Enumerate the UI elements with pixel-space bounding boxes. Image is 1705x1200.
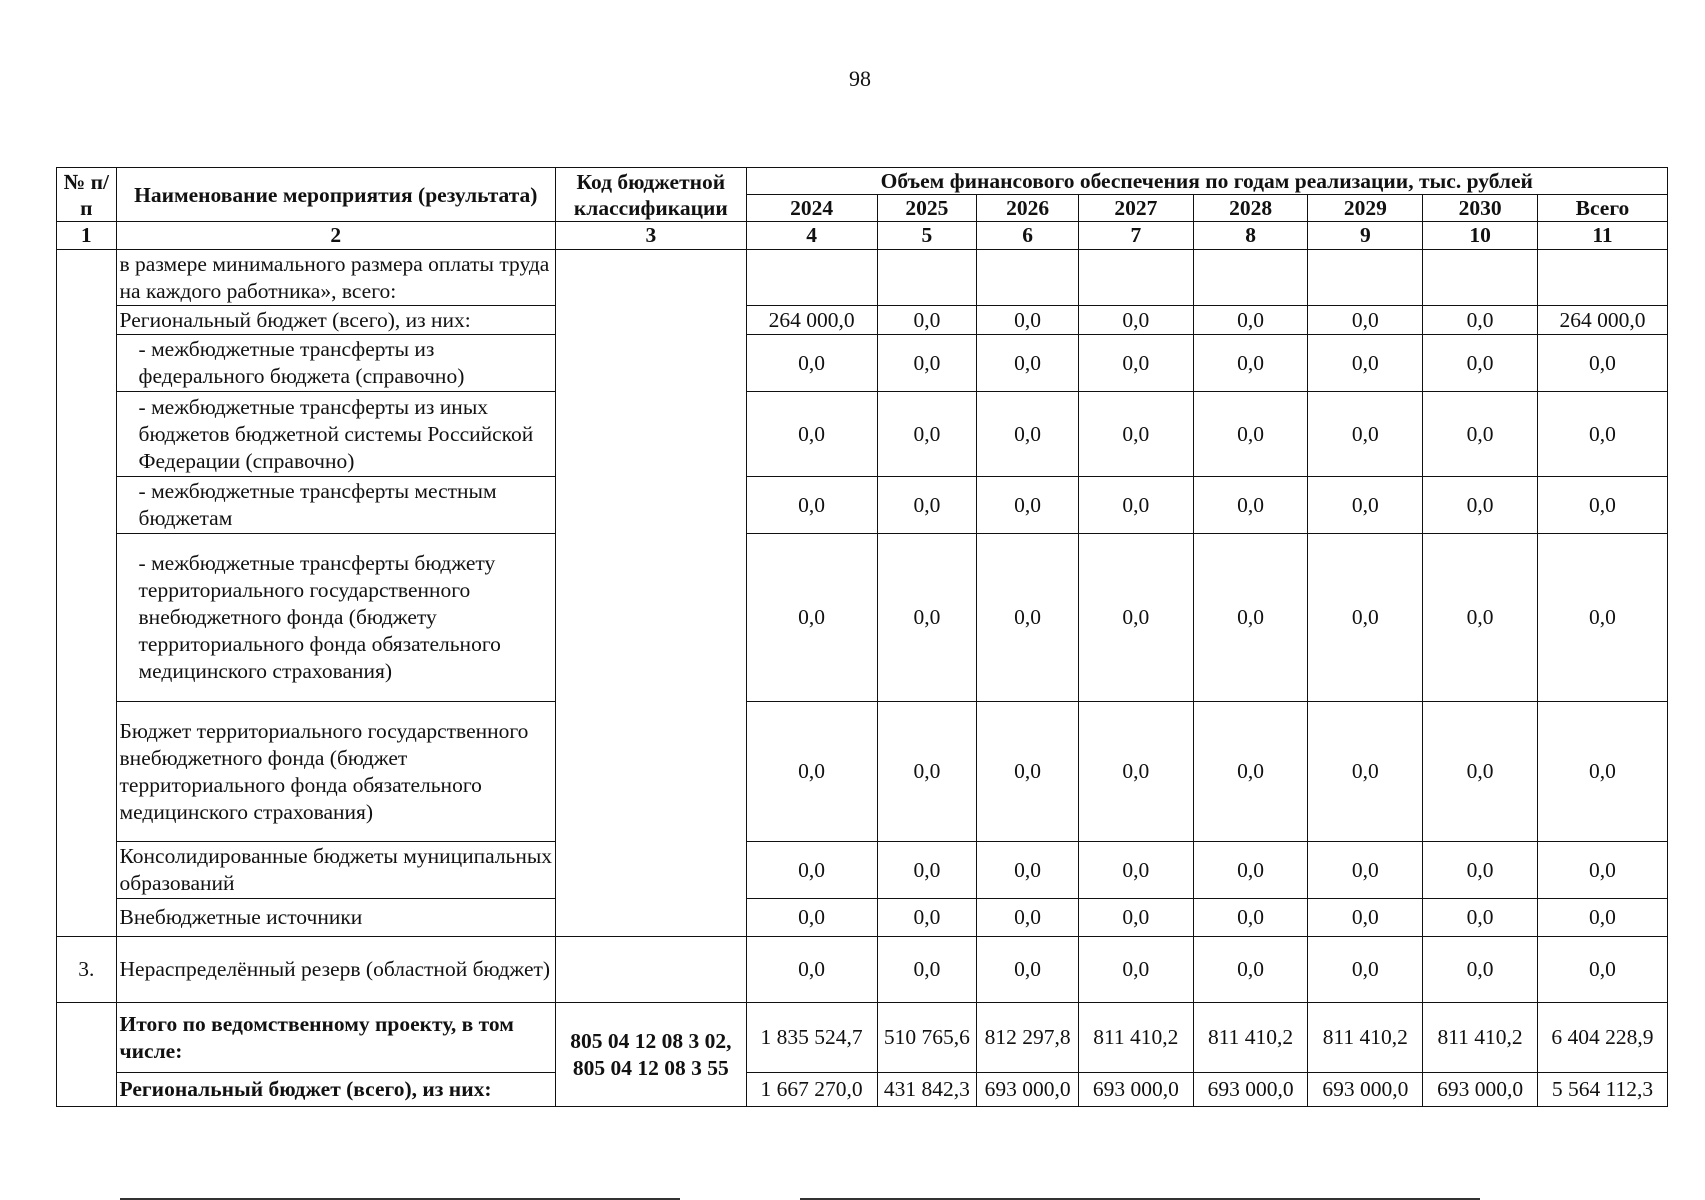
header-name: Наименование мероприятия (результата) bbox=[116, 168, 556, 222]
header-volume: Объем финансового обеспечения по годам реализации, тыс. рублей bbox=[746, 168, 1667, 195]
value-cell: 264 000,0 bbox=[1537, 306, 1667, 335]
reserve-row bbox=[57, 937, 1668, 1003]
column-index-row bbox=[57, 222, 1668, 250]
value-cell: 0,0 bbox=[746, 477, 877, 534]
total-name: Итого по ведомственному проекту, в том числе: bbox=[116, 1003, 556, 1073]
value-cell bbox=[1078, 250, 1193, 306]
column-index: 6 bbox=[977, 222, 1079, 250]
value-cell: 0,0 bbox=[1308, 842, 1423, 899]
value-cell: 0,0 bbox=[1423, 477, 1538, 534]
value-cell: 0,0 bbox=[877, 477, 977, 534]
column-index: 9 bbox=[1308, 222, 1423, 250]
header-year: 2029 bbox=[1308, 195, 1423, 222]
value-cell: 0,0 bbox=[877, 899, 977, 937]
value-cell: 0,0 bbox=[1423, 899, 1538, 937]
row-name: Региональный бюджет (всего), из них: bbox=[116, 306, 556, 335]
value-cell: 0,0 bbox=[1308, 899, 1423, 937]
value-cell: 6 404 228,9 bbox=[1537, 1003, 1667, 1073]
value-cell: 0,0 bbox=[1308, 335, 1423, 392]
header-year: 2024 bbox=[746, 195, 877, 222]
value-cell: 510 765,6 bbox=[877, 1003, 977, 1073]
value-cell: 693 000,0 bbox=[1423, 1073, 1538, 1107]
value-cell: 264 000,0 bbox=[746, 306, 877, 335]
column-index: 1 bbox=[57, 222, 117, 250]
table-row bbox=[57, 250, 1668, 306]
value-cell: 0,0 bbox=[877, 702, 977, 842]
value-cell: 0,0 bbox=[1193, 899, 1308, 937]
value-cell: 0,0 bbox=[746, 702, 877, 842]
code-cell bbox=[556, 937, 747, 1003]
table-row bbox=[57, 477, 1668, 534]
value-cell: 693 000,0 bbox=[1193, 1073, 1308, 1107]
value-cell: 0,0 bbox=[746, 335, 877, 392]
value-cell: 0,0 bbox=[746, 899, 877, 937]
value-cell: 0,0 bbox=[1193, 477, 1308, 534]
value-cell: 0,0 bbox=[1537, 477, 1667, 534]
column-index: 10 bbox=[1423, 222, 1538, 250]
value-cell: 1 835 524,7 bbox=[746, 1003, 877, 1073]
header-year: 2027 bbox=[1078, 195, 1193, 222]
value-cell: 0,0 bbox=[1078, 899, 1193, 937]
value-cell: 0,0 bbox=[1537, 842, 1667, 899]
row-name: - межбюджетные трансферты из федерального бюджета (справочно) bbox=[116, 335, 556, 392]
value-cell: 0,0 bbox=[977, 534, 1079, 702]
header-num: № п/п bbox=[57, 168, 117, 222]
value-cell: 0,0 bbox=[977, 937, 1079, 1003]
column-index: 5 bbox=[877, 222, 977, 250]
value-cell: 0,0 bbox=[1078, 534, 1193, 702]
value-cell: 0,0 bbox=[1193, 534, 1308, 702]
value-cell: 0,0 bbox=[1423, 702, 1538, 842]
value-cell: 0,0 bbox=[1308, 392, 1423, 477]
row-number: 3. bbox=[57, 937, 117, 1003]
value-cell: 0,0 bbox=[1537, 534, 1667, 702]
value-cell: 1 667 270,0 bbox=[746, 1073, 877, 1107]
header-year: 2026 bbox=[977, 195, 1079, 222]
row-name: в размере минимального размера оплаты труда на каждого работника», всего: bbox=[116, 250, 556, 306]
value-cell: 0,0 bbox=[977, 392, 1079, 477]
row-name: Внебюджетные источники bbox=[116, 899, 556, 937]
value-cell: 0,0 bbox=[1308, 702, 1423, 842]
table-row bbox=[57, 335, 1668, 392]
value-cell: 0,0 bbox=[1308, 937, 1423, 1003]
column-index: 8 bbox=[1193, 222, 1308, 250]
value-cell: 0,0 bbox=[1193, 392, 1308, 477]
value-cell: 0,0 bbox=[1193, 842, 1308, 899]
value-cell: 0,0 bbox=[746, 534, 877, 702]
header-total: Всего bbox=[1537, 195, 1667, 222]
value-cell: 0,0 bbox=[1078, 392, 1193, 477]
seq-cell bbox=[57, 1003, 117, 1107]
value-cell: 812 297,8 bbox=[977, 1003, 1079, 1073]
total-regional-name: Региональный бюджет (всего), из них: bbox=[116, 1073, 556, 1107]
value-cell bbox=[977, 250, 1079, 306]
value-cell: 0,0 bbox=[1423, 306, 1538, 335]
table-row bbox=[57, 899, 1668, 937]
value-cell: 0,0 bbox=[877, 937, 977, 1003]
value-cell: 0,0 bbox=[1078, 335, 1193, 392]
value-cell: 0,0 bbox=[1078, 937, 1193, 1003]
value-cell: 431 842,3 bbox=[877, 1073, 977, 1107]
value-cell: 0,0 bbox=[977, 335, 1079, 392]
value-cell: 0,0 bbox=[1423, 842, 1538, 899]
value-cell: 0,0 bbox=[877, 534, 977, 702]
header-year: 2028 bbox=[1193, 195, 1308, 222]
header-year: 2030 bbox=[1423, 195, 1538, 222]
value-cell: 0,0 bbox=[1537, 899, 1667, 937]
value-cell: 0,0 bbox=[1078, 477, 1193, 534]
value-cell: 0,0 bbox=[1308, 306, 1423, 335]
value-cell: 0,0 bbox=[977, 842, 1079, 899]
row-name: - межбюджетные трансферты из иных бюджетов бюджетной системы Российской Федерации (справочно) bbox=[116, 392, 556, 477]
value-cell: 693 000,0 bbox=[977, 1073, 1079, 1107]
value-cell bbox=[746, 250, 877, 306]
value-cell bbox=[1423, 250, 1538, 306]
value-cell: 0,0 bbox=[1423, 392, 1538, 477]
value-cell: 0,0 bbox=[1308, 477, 1423, 534]
seq-cell bbox=[57, 250, 117, 937]
value-cell bbox=[877, 250, 977, 306]
value-cell: 0,0 bbox=[1078, 702, 1193, 842]
row-name: Нераспределённый резерв (областной бюджет) bbox=[116, 937, 556, 1003]
column-index: 3 bbox=[556, 222, 747, 250]
total-row bbox=[57, 1003, 1668, 1073]
value-cell: 0,0 bbox=[877, 335, 977, 392]
value-cell: 0,0 bbox=[1193, 335, 1308, 392]
value-cell: 0,0 bbox=[977, 306, 1079, 335]
value-cell: 0,0 bbox=[1537, 702, 1667, 842]
table-row bbox=[57, 392, 1668, 477]
value-cell: 0,0 bbox=[1193, 937, 1308, 1003]
value-cell: 0,0 bbox=[977, 899, 1079, 937]
value-cell: 0,0 bbox=[1193, 306, 1308, 335]
table-row bbox=[57, 842, 1668, 899]
code-cell bbox=[556, 250, 747, 937]
row-name: - межбюджетные трансферты местным бюджетам bbox=[116, 477, 556, 534]
total-regional-row bbox=[57, 1073, 1668, 1107]
value-cell: 0,0 bbox=[1423, 335, 1538, 392]
value-cell: 0,0 bbox=[1308, 534, 1423, 702]
value-cell: 0,0 bbox=[1193, 702, 1308, 842]
column-index: 11 bbox=[1537, 222, 1667, 250]
value-cell: 0,0 bbox=[1537, 335, 1667, 392]
column-index: 7 bbox=[1078, 222, 1193, 250]
financing-table bbox=[56, 167, 1668, 1107]
value-cell bbox=[1193, 250, 1308, 306]
value-cell: 811 410,2 bbox=[1193, 1003, 1308, 1073]
page-number: 98 bbox=[849, 66, 871, 91]
value-cell: 0,0 bbox=[977, 702, 1079, 842]
value-cell: 0,0 bbox=[1537, 937, 1667, 1003]
value-cell: 811 410,2 bbox=[1078, 1003, 1193, 1073]
row-name: - межбюджетные трансферты бюджету территориального государственного внебюджетного фонда (бюджету территориального фонда обязательного медицинского страхования) bbox=[116, 534, 556, 702]
value-cell: 0,0 bbox=[877, 392, 977, 477]
value-cell: 0,0 bbox=[1078, 306, 1193, 335]
table-row bbox=[57, 534, 1668, 702]
value-cell: 5 564 112,3 bbox=[1537, 1073, 1667, 1107]
value-cell: 693 000,0 bbox=[1308, 1073, 1423, 1107]
row-name: Бюджет территориального государственного внебюджетного фонда (бюджет территориального фонда обязательного медицинского страхования) bbox=[116, 702, 556, 842]
value-cell: 0,0 bbox=[1078, 842, 1193, 899]
value-cell: 0,0 bbox=[877, 306, 977, 335]
value-cell: 0,0 bbox=[1423, 534, 1538, 702]
value-cell: 0,0 bbox=[877, 842, 977, 899]
column-index: 2 bbox=[116, 222, 556, 250]
table-row bbox=[57, 702, 1668, 842]
column-index: 4 bbox=[746, 222, 877, 250]
header-code: Код бюджетной классификации bbox=[556, 168, 747, 222]
header-year: 2025 bbox=[877, 195, 977, 222]
value-cell: 0,0 bbox=[746, 842, 877, 899]
row-name: Консолидированные бюджеты муниципальных образований bbox=[116, 842, 556, 899]
value-cell: 0,0 bbox=[746, 937, 877, 1003]
value-cell: 811 410,2 bbox=[1423, 1003, 1538, 1073]
value-cell: 0,0 bbox=[1423, 937, 1538, 1003]
value-cell: 0,0 bbox=[746, 392, 877, 477]
value-cell: 693 000,0 bbox=[1078, 1073, 1193, 1107]
value-cell: 0,0 bbox=[977, 477, 1079, 534]
value-cell: 0,0 bbox=[1537, 392, 1667, 477]
table-row bbox=[57, 306, 1668, 335]
budget-code: 805 04 12 08 3 02, 805 04 12 08 3 55 bbox=[556, 1003, 747, 1107]
value-cell: 811 410,2 bbox=[1308, 1003, 1423, 1073]
value-cell bbox=[1308, 250, 1423, 306]
value-cell bbox=[1537, 250, 1667, 306]
